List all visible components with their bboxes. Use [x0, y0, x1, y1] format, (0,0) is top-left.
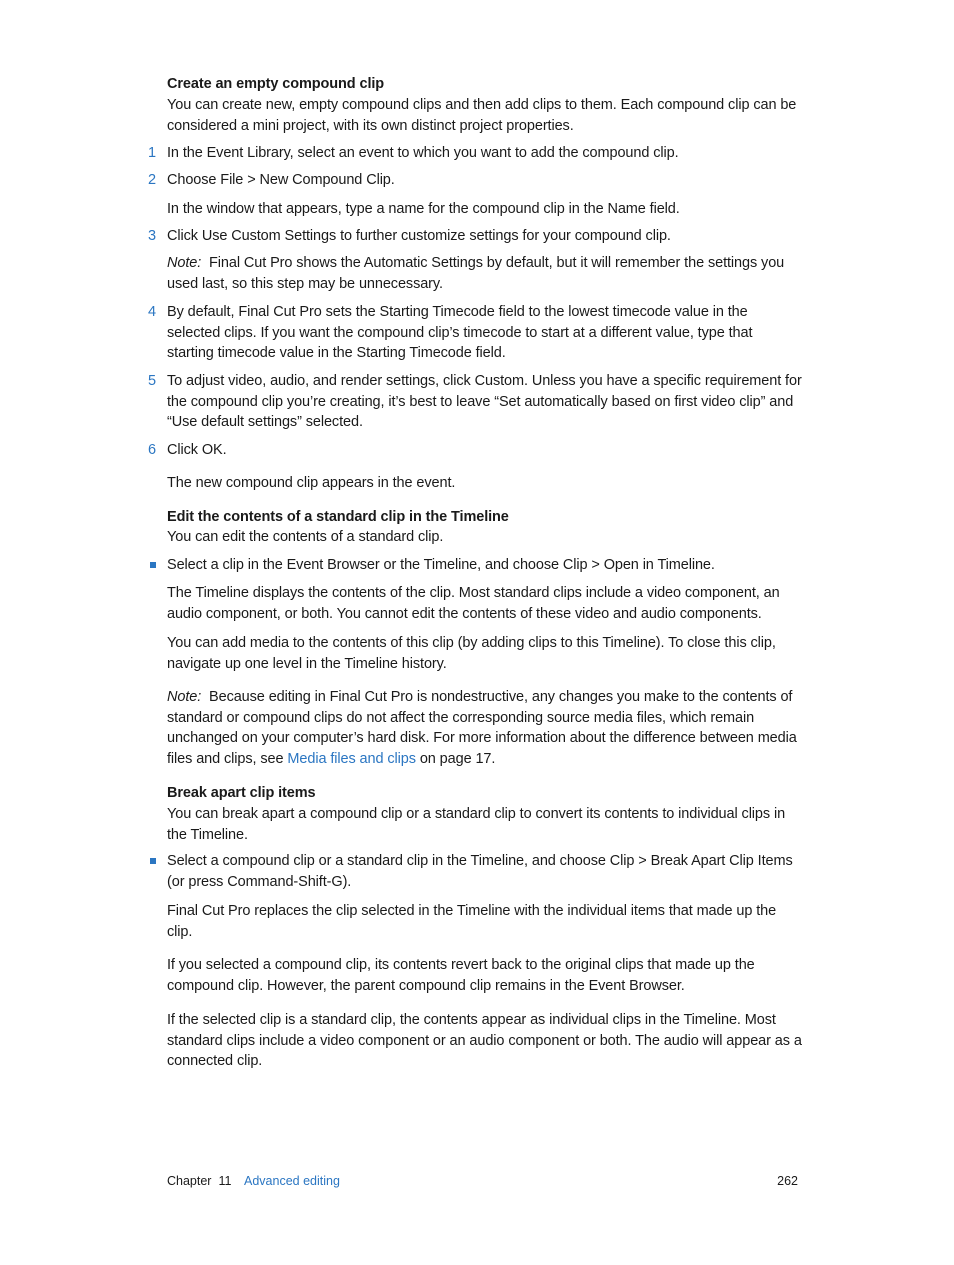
chapter-number: 11 — [218, 1174, 232, 1188]
step-text: Click Use Custom Settings to further customize settings for your compound clip. — [167, 228, 671, 244]
note-label: Note: — [167, 689, 202, 705]
section-intro: You can break apart a compound clip or a standard clip to convert its contents to individual clips in the Timeline. — [167, 806, 786, 843]
step-number: 5 — [148, 373, 157, 389]
step-followup: In the window that appears, type a name for the compound clip in the Name field. — [167, 201, 680, 217]
section-intro: You can create new, empty compound clips and then add clips to them. Each compound clip can be considered a mini project, with its own distinct project properties. — [167, 97, 797, 134]
chapter-label: Chapter — [167, 1174, 212, 1188]
bullet-text: Select a clip in the Event Browser or the Timeline, and choose Clip > Open in Timeline. — [167, 557, 715, 573]
paragraph: If you selected a compound clip, its contents revert back to the original clips that made up the compound clip. However, the parent compound clip remains in the Event Browser. — [167, 957, 755, 994]
paragraph: Final Cut Pro replaces the clip selected in the Timeline with the individual items that made up the clip. — [167, 903, 777, 940]
note-label: Note: — [167, 255, 202, 271]
step-text: Choose File > New Compound Clip. — [167, 172, 395, 188]
section-heading-create-empty-compound-clip: Create an empty compound clip — [167, 76, 385, 92]
step-number: 1 — [148, 145, 157, 161]
section-intro: You can edit the contents of a standard clip. — [167, 529, 444, 545]
paragraph: You can add media to the contents of this clip (by adding clips to this Timeline). To close this clip, navigate up one level in the Timeline history. — [167, 635, 776, 672]
step-number: 4 — [148, 304, 157, 320]
note-tail: on page 17. — [419, 751, 496, 768]
paragraph: If the selected clip is a standard clip, the contents appear as individual clips in the Timeline. Most standard clips include a video component or an audio component or both. The audio will appear as a connected clip. — [167, 1012, 802, 1070]
step-followup: The new compound clip appears in the event. — [167, 475, 456, 491]
step-text: Click OK. — [167, 442, 227, 458]
note-text: Final Cut Pro shows the Automatic Settings by default, but it will remember the settings you used last, so this step may be unnecessary. — [167, 255, 785, 292]
note-text: Because editing in Final Cut Pro is nondestructive, any changes you make to the contents of standard or compound clips do not affect the corresponding source media files, which remain unchanged on your computer’s hard disk. For more information about the difference between media files and clips, see — [167, 689, 797, 768]
media-files-and-clips-link[interactable]: Media files and clips — [287, 751, 416, 768]
step-number: 6 — [148, 442, 157, 458]
step-text: To adjust video, audio, and render settings, click Custom. Unless you have a specific requirement for the compound clip you’re creating, it’s best to leave “Set automatically based on first video clip” and “Use default settings” selected. — [167, 373, 802, 431]
note-paragraph — [167, 687, 802, 770]
footer-chapter — [167, 1173, 231, 1189]
page-number: 262 — [777, 1174, 798, 1188]
section-heading-edit-contents: Edit the contents of a standard clip in the Timeline — [167, 509, 509, 525]
step-number: 2 — [148, 172, 157, 188]
step-text: In the Event Library, select an event to which you want to add the compound clip. — [167, 145, 679, 161]
bullet-square-icon — [150, 858, 156, 864]
bullet-text: Select a compound clip or a standard clip in the Timeline, and choose Clip > Break Apart Clip Items (or press Command-Shift-G). — [167, 853, 793, 890]
step-text: By default, Final Cut Pro sets the Starting Timecode field to the lowest timecode value in the selected clips. If you want the compound clip’s timecode to start at a different value, type that starting timecode value in the Starting Timecode field. — [167, 304, 753, 362]
bullet-square-icon — [150, 562, 156, 568]
section-heading-break-apart: Break apart clip items — [167, 785, 316, 801]
paragraph: The Timeline displays the contents of the clip. Most standard clips include a video component, an audio component, or both. You cannot edit the contents of these video and audio components. — [167, 585, 780, 622]
chapter-title-link[interactable]: Advanced editing — [244, 1174, 340, 1188]
step-number: 3 — [148, 228, 157, 244]
step-note — [167, 253, 802, 294]
